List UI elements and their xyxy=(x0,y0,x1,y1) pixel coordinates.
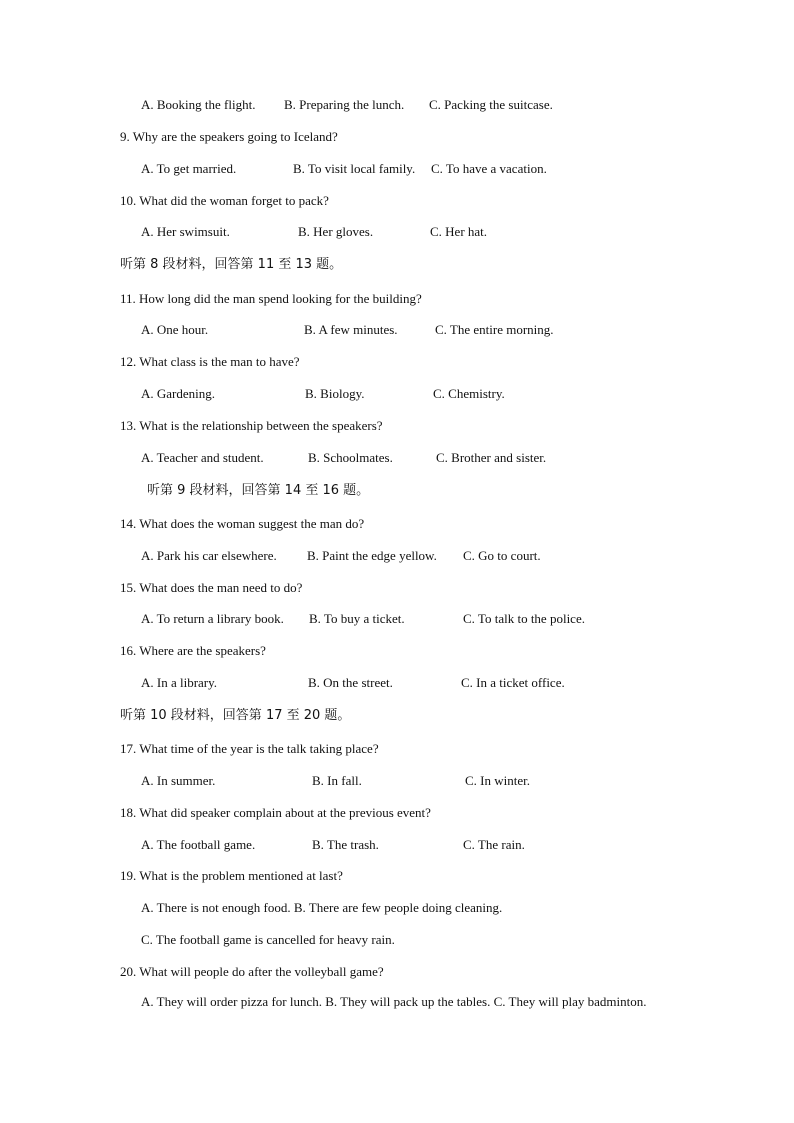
section-10-heading: 听第 10 段材料，回答第 17 至 20 题。 xyxy=(120,708,351,723)
q10-option-a: A. Her swimsuit. xyxy=(141,224,230,239)
q16-option-b: B. On the street. xyxy=(308,675,393,690)
q20-options: A. They will order pizza for lunch. B. They will pack up the tables. C. They will play badminton. xyxy=(141,994,647,1009)
q17-option-c: C. In winter. xyxy=(465,773,530,788)
q10-option-b: B. Her gloves. xyxy=(298,224,374,239)
q19-option-c: C. The football game is cancelled for heavy rain. xyxy=(141,932,395,947)
q9-option-a: A. To get married. xyxy=(141,161,237,176)
q13-option-b: B. Schoolmates. xyxy=(308,450,393,465)
q8-option-b: B. Preparing the lunch. xyxy=(284,97,405,112)
q10-option-c: C. Her hat. xyxy=(430,224,488,239)
q19-question: 19. What is the problem mentioned at last? xyxy=(120,868,343,883)
q9-option-c: C. To have a vacation. xyxy=(431,161,547,176)
q15-option-a: A. To return a library book. xyxy=(141,611,284,626)
q12-question: 12. What class is the man to have? xyxy=(120,354,300,369)
q12-option-b: B. Biology. xyxy=(305,386,365,401)
section-8-heading: 听第 8 段材料，回答第 11 至 13 题。 xyxy=(120,257,343,272)
q16-question: 16. Where are the speakers? xyxy=(120,643,266,658)
q11-question: 11. How long did the man spend looking for the building? xyxy=(120,291,422,306)
q18-question: 18. What did speaker complain about at the previous event? xyxy=(120,805,431,820)
q13-option-c: C. Brother and sister. xyxy=(436,450,547,465)
q16-option-a: A. In a library. xyxy=(141,675,218,690)
q16-option-c: C. In a ticket office. xyxy=(461,675,565,690)
q14-option-a: A. Park his car elsewhere. xyxy=(141,548,277,563)
q14-option-b: B. Paint the edge yellow. xyxy=(307,548,437,563)
q10-question: 10. What did the woman forget to pack? xyxy=(120,193,329,208)
section-9-heading: 听第 9 段材料，回答第 14 至 16 题。 xyxy=(147,483,370,498)
q15-question: 15. What does the man need to do? xyxy=(120,580,303,595)
q9-question: 9. Why are the speakers going to Iceland? xyxy=(120,129,338,144)
q13-question: 13. What is the relationship between the speakers? xyxy=(120,418,383,433)
q12-option-a: A. Gardening. xyxy=(141,386,216,401)
q15-option-b: B. To buy a ticket. xyxy=(309,611,405,626)
q8-option-a: A. Booking the flight. xyxy=(141,97,256,112)
q11-option-b: B. A few minutes. xyxy=(304,322,398,337)
q12-option-c: C. Chemistry. xyxy=(433,386,505,401)
q18-option-b: B. The trash. xyxy=(312,837,379,852)
q19-option-a-b: A. There is not enough food. B. There are few people doing cleaning. xyxy=(141,900,503,915)
q17-option-b: B. In fall. xyxy=(312,773,362,788)
q17-option-a: A. In summer. xyxy=(141,773,216,788)
q13-option-a: A. Teacher and student. xyxy=(141,450,264,465)
q20-question: 20. What will people do after the volleyball game? xyxy=(120,964,384,979)
q11-option-a: A. One hour. xyxy=(141,322,209,337)
q14-option-c: C. Go to court. xyxy=(463,548,541,563)
q17-question: 17. What time of the year is the talk taking place? xyxy=(120,741,379,756)
q11-option-c: C. The entire morning. xyxy=(435,322,554,337)
q14-question: 14. What does the woman suggest the man do? xyxy=(120,516,365,531)
q15-option-c: C. To talk to the police. xyxy=(463,611,585,626)
q18-option-a: A. The football game. xyxy=(141,837,256,852)
q8-option-c: C. Packing the suitcase. xyxy=(429,97,553,112)
q9-option-b: B. To visit local family. xyxy=(293,161,416,176)
q18-option-c: C. The rain. xyxy=(463,837,525,852)
